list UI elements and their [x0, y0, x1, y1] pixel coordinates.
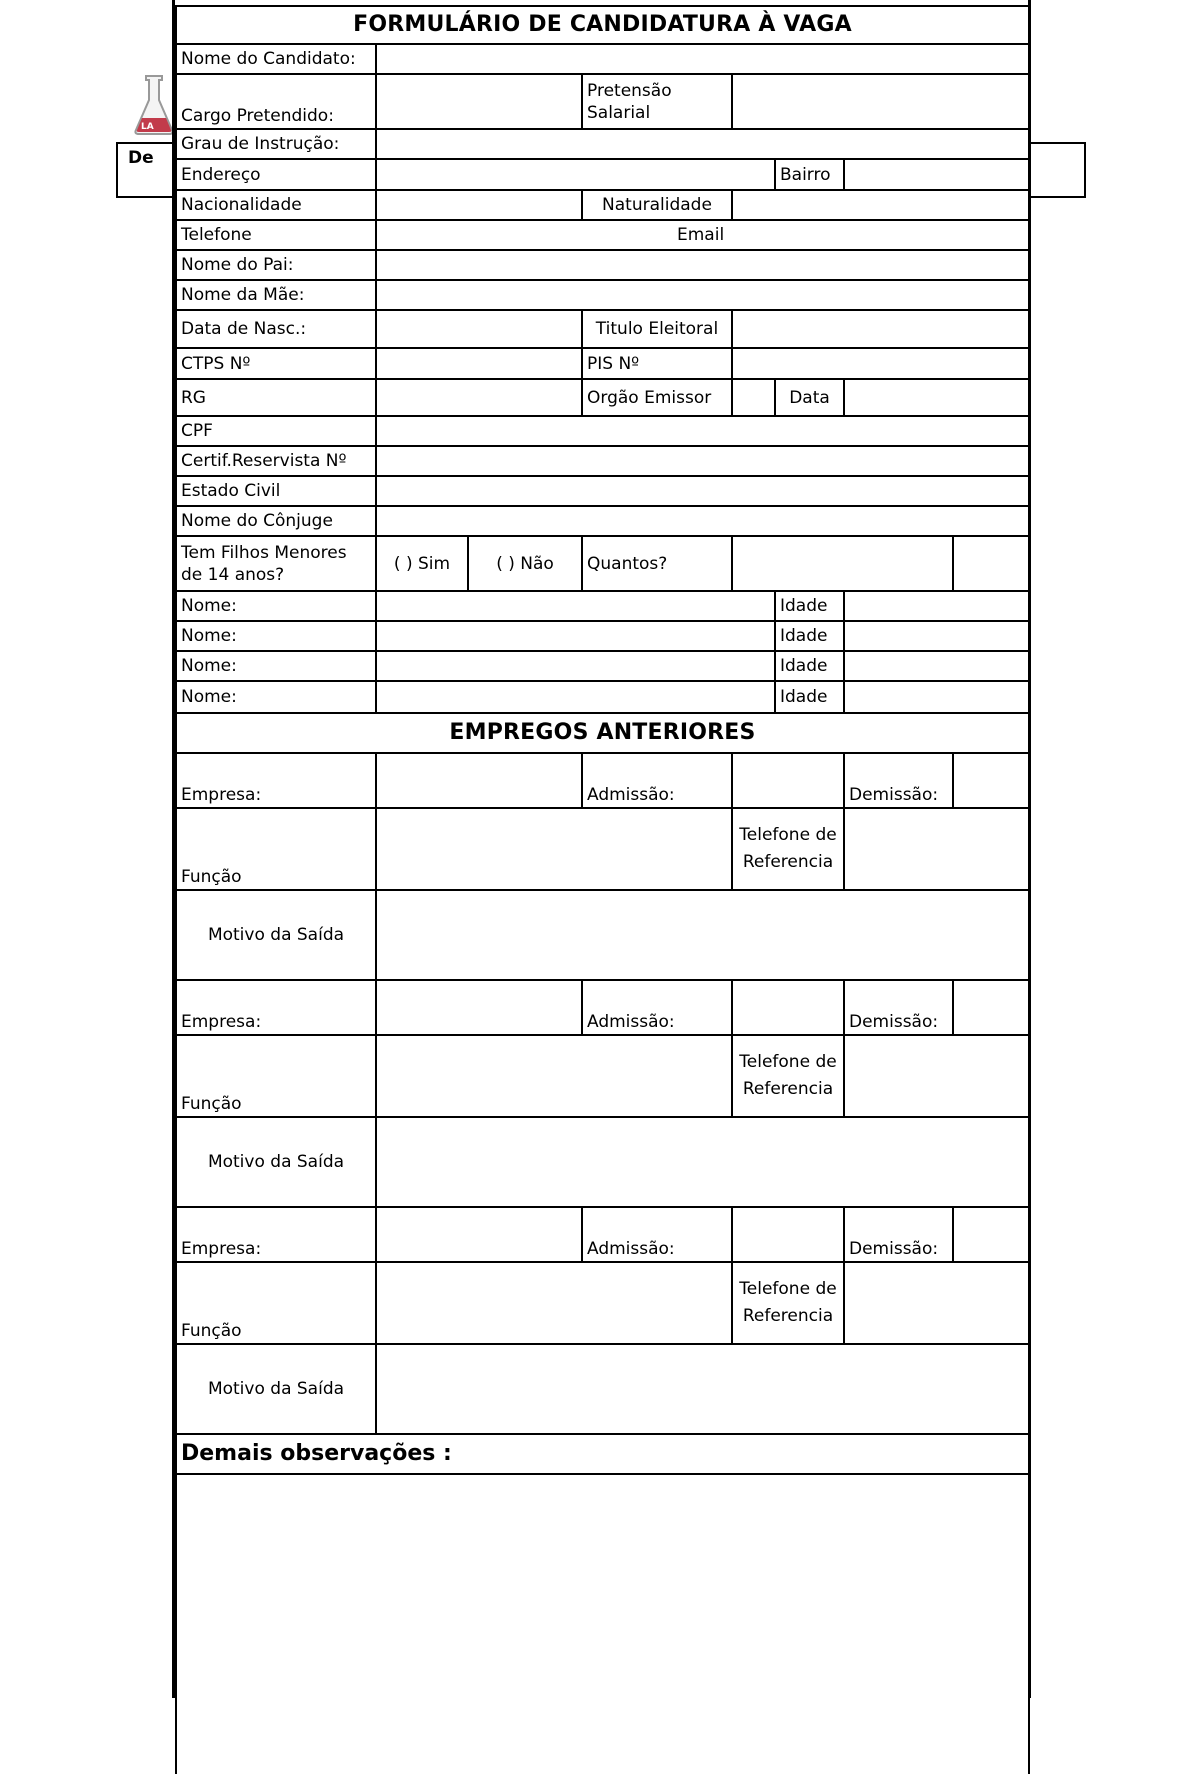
label-ctps: CTPS Nº — [176, 348, 376, 379]
label-grau-instrucao: Grau de Instrução: — [176, 129, 376, 159]
label-email[interactable]: Email — [376, 220, 1029, 250]
field-child-nome[interactable] — [376, 651, 775, 681]
label-orgao-emissor: Orgão Emissor — [582, 379, 732, 416]
field-estado-civil[interactable] — [376, 476, 1029, 506]
label-nome-mae: Nome da Mãe: — [176, 280, 376, 310]
field-empresa[interactable] — [376, 980, 582, 1035]
label-data: Data — [775, 379, 844, 416]
field-child-nome[interactable] — [376, 621, 775, 651]
field-funcao[interactable] — [376, 808, 732, 890]
child-row — [176, 651, 1029, 681]
application-form — [175, 5, 1030, 1774]
label-nacionalidade: Nacionalidade — [176, 190, 376, 220]
application-form-sheet — [172, 0, 1031, 1698]
field-empresa[interactable] — [376, 753, 582, 808]
field-nome-mae[interactable] — [376, 280, 1029, 310]
label-cpf: CPF — [176, 416, 376, 446]
field-demissao[interactable] — [953, 1207, 1029, 1262]
checkbox-sim[interactable]: ( ) Sim — [376, 536, 468, 591]
field-child-idade[interactable] — [844, 621, 1029, 651]
field-cargo[interactable] — [376, 74, 582, 129]
child-row — [176, 621, 1029, 651]
label-estado-civil: Estado Civil — [176, 476, 376, 506]
label-pis: PIS Nº — [582, 348, 732, 379]
label-empresa: Empresa: — [176, 753, 376, 808]
field-empresa[interactable] — [376, 1207, 582, 1262]
form-title: FORMULÁRIO DE CANDIDATURA À VAGA — [176, 6, 1029, 44]
label-child-idade: Idade — [775, 651, 844, 681]
employment-row — [176, 980, 1029, 1035]
field-endereco[interactable] — [376, 159, 775, 190]
field-admissao[interactable] — [732, 980, 844, 1035]
field-pretensao[interactable] — [732, 74, 1029, 129]
field-motivo-saida[interactable] — [376, 890, 1029, 980]
label-titulo-eleitoral: Titulo Eleitoral — [582, 310, 732, 348]
field-pis[interactable] — [732, 348, 1029, 379]
field-demissao[interactable] — [953, 980, 1029, 1035]
svg-text:LA: LA — [141, 122, 154, 132]
label-conjuge: Nome do Cônjuge — [176, 506, 376, 536]
label-motivo-saida: Motivo da Saída — [176, 1117, 376, 1207]
field-data-nasc[interactable] — [376, 310, 582, 348]
label-motivo-saida: Motivo da Saída — [176, 1344, 376, 1434]
field-naturalidade[interactable] — [732, 190, 1029, 220]
label-nome-candidato: Nome do Candidato: — [176, 44, 376, 74]
label-naturalidade: Naturalidade — [582, 190, 732, 220]
label-empresa: Empresa: — [176, 1207, 376, 1262]
label-admissao: Admissão: — [582, 980, 732, 1035]
employment-row — [176, 1035, 1029, 1117]
field-quantos[interactable] — [732, 536, 953, 591]
label-child-nome: Nome: — [176, 651, 376, 681]
label-telefone-referencia: Telefone de Referencia — [732, 1035, 844, 1117]
label-demissao: Demissão: — [844, 753, 953, 808]
field-conjuge[interactable] — [376, 506, 1029, 536]
label-admissao: Admissão: — [582, 1207, 732, 1262]
label-pretensao: Pretensão Salarial — [582, 74, 732, 129]
label-endereco: Endereço — [176, 159, 376, 190]
label-funcao: Função — [176, 1262, 376, 1344]
field-admissao[interactable] — [732, 753, 844, 808]
checkbox-nao[interactable]: ( ) Não — [468, 536, 582, 591]
field-admissao[interactable] — [732, 1207, 844, 1262]
label-child-idade: Idade — [775, 681, 844, 713]
label-child-idade: Idade — [775, 621, 844, 651]
field-child-nome[interactable] — [376, 681, 775, 713]
label-telefone-referencia: Telefone de Referencia — [732, 808, 844, 890]
employment-row — [176, 1207, 1029, 1262]
label-child-idade: Idade — [775, 591, 844, 621]
field-bairro[interactable] — [844, 159, 1029, 190]
label-telefone: Telefone — [176, 220, 376, 250]
employment-row — [176, 1344, 1029, 1434]
field-titulo-eleitoral[interactable] — [732, 310, 1029, 348]
field-ctps[interactable] — [376, 348, 582, 379]
child-row — [176, 681, 1029, 713]
label-telefone-referencia: Telefone de Referencia — [732, 1262, 844, 1344]
label-empresa: Empresa: — [176, 980, 376, 1035]
label-child-nome: Nome: — [176, 591, 376, 621]
employment-row — [176, 890, 1029, 980]
employment-row — [176, 753, 1029, 808]
label-demissao: Demissão: — [844, 1207, 953, 1262]
label-demais-observacoes: Demais observações : — [176, 1434, 1029, 1474]
employment-row — [176, 808, 1029, 890]
label-bairro: Bairro — [775, 159, 844, 190]
field-orgao-emissor[interactable] — [732, 379, 775, 416]
label-funcao: Função — [176, 808, 376, 890]
label-rg: RG — [176, 379, 376, 416]
child-row — [176, 591, 1029, 621]
label-data-nasc: Data de Nasc.: — [176, 310, 376, 348]
label-admissao: Admissão: — [582, 753, 732, 808]
field-observacoes[interactable] — [176, 1474, 1029, 1774]
field-reservista[interactable] — [376, 446, 1029, 476]
field-telefone-referencia[interactable] — [844, 1262, 1029, 1344]
label-nome-pai: Nome do Pai: — [176, 250, 376, 280]
employment-row — [176, 1262, 1029, 1344]
field-child-nome[interactable] — [376, 591, 775, 621]
background-de-label: De — [128, 148, 154, 168]
section-title-empregos: EMPREGOS ANTERIORES — [176, 713, 1029, 753]
field-motivo-saida[interactable] — [376, 1344, 1029, 1434]
field-demissao[interactable] — [953, 753, 1029, 808]
label-quantos: Quantos? — [582, 536, 732, 591]
field-data[interactable] — [844, 379, 1029, 416]
employment-row — [176, 1117, 1029, 1207]
label-funcao: Função — [176, 1035, 376, 1117]
field-telefone-referencia[interactable] — [844, 808, 1029, 890]
field-cpf[interactable] — [376, 416, 1029, 446]
field-rg[interactable] — [376, 379, 582, 416]
field-extra[interactable] — [953, 536, 1029, 591]
label-cargo: Cargo Pretendido: — [176, 74, 376, 129]
label-demissao: Demissão: — [844, 980, 953, 1035]
field-telefone-referencia[interactable] — [844, 1035, 1029, 1117]
field-nome-candidato[interactable] — [376, 44, 1029, 74]
label-child-nome: Nome: — [176, 681, 376, 713]
flask-logo-icon — [134, 74, 174, 136]
label-reservista: Certif.Reservista Nº — [176, 446, 376, 476]
field-nacionalidade[interactable] — [376, 190, 582, 220]
field-grau-instrucao[interactable] — [376, 129, 1029, 159]
label-motivo-saida: Motivo da Saída — [176, 890, 376, 980]
field-child-idade[interactable] — [844, 591, 1029, 621]
field-funcao[interactable] — [376, 1262, 732, 1344]
label-filhos-menores: Tem Filhos Menores de 14 anos? — [176, 536, 376, 591]
label-child-nome: Nome: — [176, 621, 376, 651]
field-child-idade[interactable] — [844, 681, 1029, 713]
field-child-idade[interactable] — [844, 651, 1029, 681]
field-motivo-saida[interactable] — [376, 1117, 1029, 1207]
field-funcao[interactable] — [376, 1035, 732, 1117]
field-nome-pai[interactable] — [376, 250, 1029, 280]
